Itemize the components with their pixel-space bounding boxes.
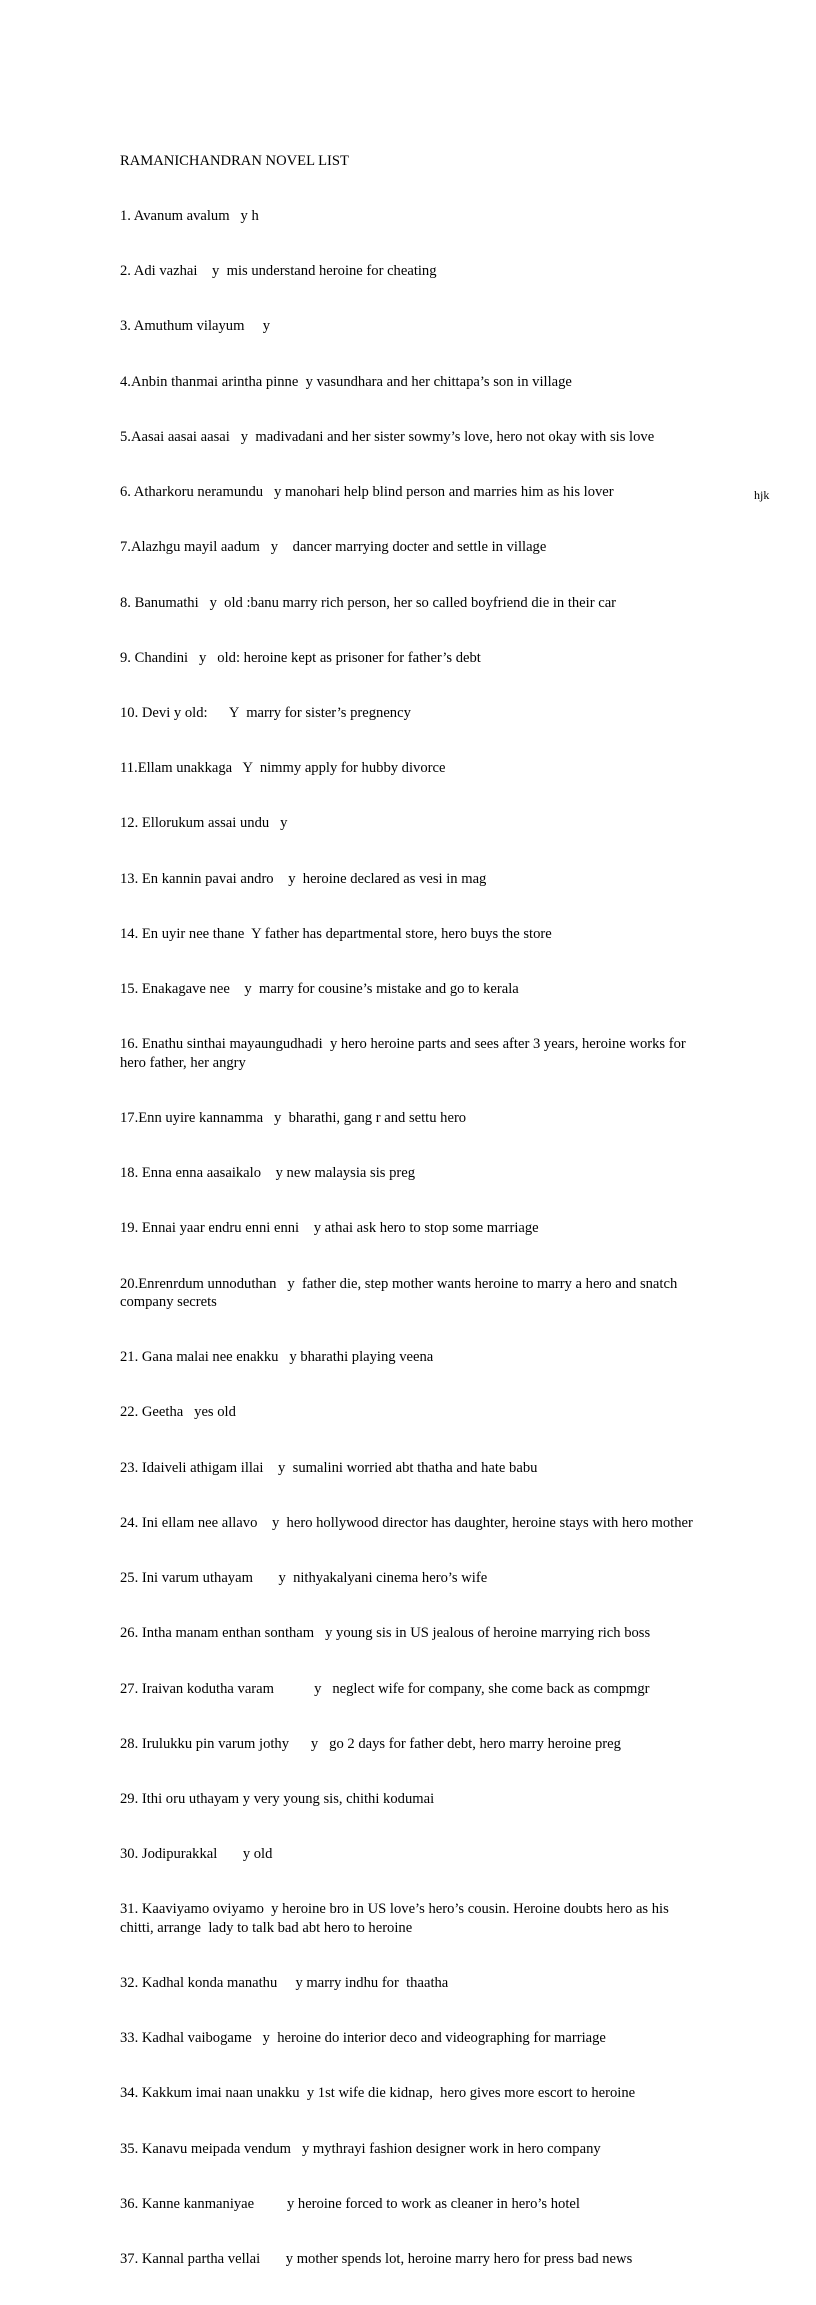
list-item: 10. Devi y old: Y marry for sister’s pregnency xyxy=(120,705,411,721)
list-item: 28. Irulukku pin varum jothy y go 2 days for father debt, hero marry heroine preg xyxy=(120,1735,621,1752)
list-item: 30. Jodipurakkal y old xyxy=(120,1846,273,1863)
list-item: 7.Alazhgu mayil aadum y dancer marrying docter and settle in village xyxy=(120,539,547,556)
list-item: 8. Banumathi y old :banu marry rich person, her so called boyfriend die in their car xyxy=(120,594,617,611)
list-item: 21. Gana malai nee enakku y bharathi playing veena xyxy=(120,1349,434,1366)
list-item: 24. Ini ellam nee allavo y hero hollywood director has daughter, heroine stays with hero mother xyxy=(120,1514,693,1531)
list-item: 11.Ellam unakkaga Y nimmy apply for hubby divorce xyxy=(120,760,446,777)
list-item: 12. Ellorukum assai undu y xyxy=(120,815,288,832)
list-item: 14. En uyir nee thane Y father has departmental store, hero buys the store xyxy=(120,925,552,942)
list-item: 1. Avanum avalum y h xyxy=(120,208,259,225)
list-item: 2. Adi vazhai y mis understand heroine for cheating xyxy=(120,263,437,280)
list-item: 18. Enna enna aasaikalo y new malaysia sis preg xyxy=(120,1165,416,1182)
list-item: 37. Kannal partha vellai y mother spends lot, heroine marry hero for press bad news xyxy=(120,2251,633,2268)
list-item: 9. Chandini y old: heroine kept as prisoner for father’s debt xyxy=(120,649,481,666)
list-item: 3. Amuthum vilayum y xyxy=(120,318,270,335)
list-item: 25. Ini varum uthayam y nithyakalyani cinema hero’s wife xyxy=(120,1570,488,1587)
list-item: 4.Anbin thanmai arintha pinne y vasundhara and her chittapa’s son in village xyxy=(120,373,572,390)
list-item: 35. Kanavu meipada vendum y mythrayi fashion designer work in hero company xyxy=(120,2140,601,2157)
list-item: 23. Idaiveli athigam illai y sumalini worried abt thatha and hate babu xyxy=(120,1459,538,1476)
list-item: 6. Atharkoru neramundu y manohari help blind person and marries him as his lover xyxy=(120,484,614,501)
list-item: 13. En kannin pavai andro y heroine declared as vesi in mag xyxy=(120,870,487,887)
list-item: 26. Intha manam enthan sontham y young sis in US jealous of heroine marrying rich boss xyxy=(120,1625,651,1642)
list-item: 34. Kakkum imai naan unakku y 1st wife die kidnap, hero gives more escort to heroine xyxy=(120,2085,636,2102)
margin-note: hjk xyxy=(754,488,770,502)
document-title: RAMANICHANDRAN NOVEL LIST xyxy=(120,152,349,169)
list-item: 19. Ennai yaar endru enni enni y athai ask hero to stop some marriage xyxy=(120,1220,539,1237)
list-item: 17.Enn uyire kannamma y bharathi, gang r and settu hero xyxy=(120,1109,467,1126)
list-item: 27. Iraivan kodutha varam y neglect wife for company, she come back as compmgr xyxy=(120,1680,650,1697)
list-item: 33. Kadhal vaibogame y heroine do interior deco and videographing for marriage xyxy=(120,2030,606,2047)
list-item: 22. Geetha yes old xyxy=(120,1404,236,1421)
list-item: 32. Kadhal konda manathu y marry indhu for thaatha xyxy=(120,1975,449,1992)
list-item: 36. Kanne kanmaniyae y heroine forced to work as cleaner in hero’s hotel xyxy=(120,2195,580,2212)
list-item: 20.Enrenrdum unnoduthan y father die, step mother wants heroine to marry a hero and snatch company secrets xyxy=(120,1275,681,1310)
novel-list xyxy=(120,115,696,2305)
list-item: 29. Ithi oru uthayam y very young sis, chithi kodumai xyxy=(120,1790,435,1807)
list-item: 31. Kaaviyamo oviyamo y heroine bro in US love’s hero’s cousin. Heroine doubts hero as his chitti, arrange lady to talk bad abt hero to heroine xyxy=(120,1901,673,1936)
list-item: 5.Aasai aasai aasai y madivadani and her sister sowmy’s love, hero not okay with sis love xyxy=(120,428,655,445)
list-item: 15. Enakagave nee y marry for cousine’s mistake and go to kerala xyxy=(120,981,519,998)
list-item: 16. Enathu sinthai mayaungudhadi y hero heroine parts and sees after 3 years, heroine works for hero father, her angry xyxy=(120,1036,690,1071)
